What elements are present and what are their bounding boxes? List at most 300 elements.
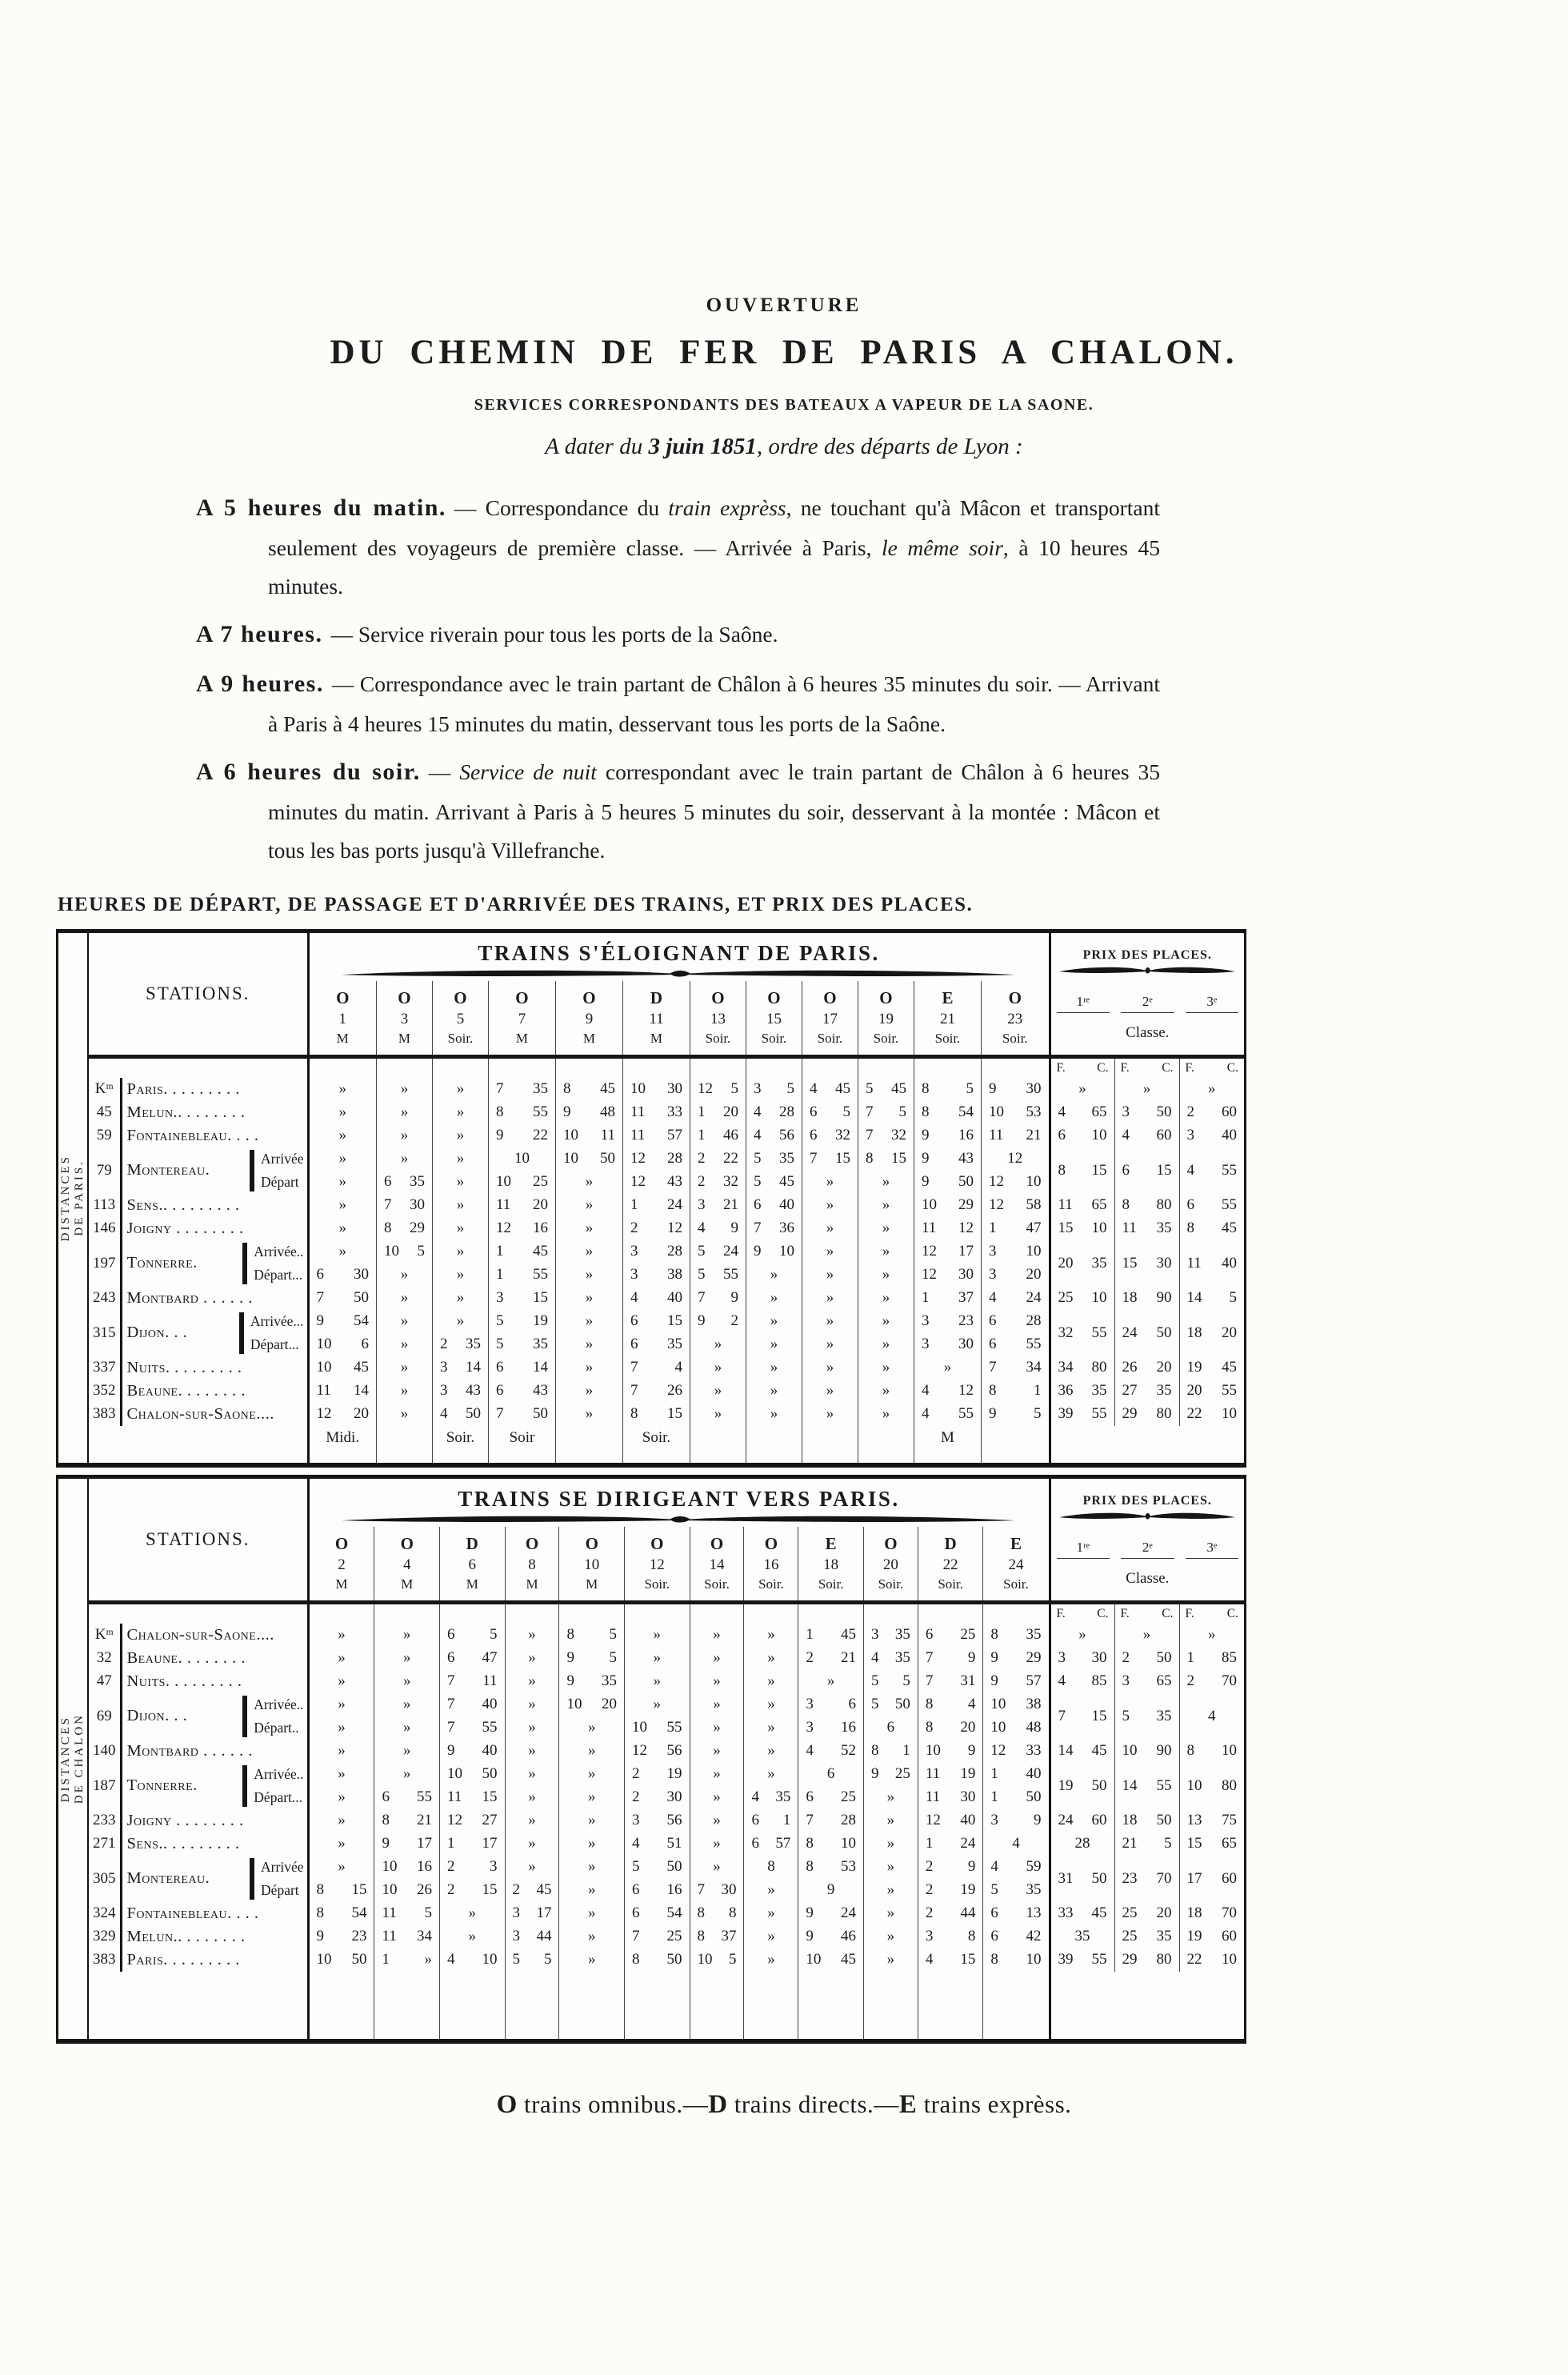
paragraph-text: le même soir [882, 535, 1003, 561]
station-cell [121, 1856, 308, 1902]
arrival-departure-label: Arrivée [261, 1150, 304, 1167]
time-cell: 9 50 [914, 1171, 981, 1194]
km-cell: 233 [89, 1809, 121, 1832]
time-cell: 10 11 [555, 1124, 622, 1147]
price-cell: 20 35 [1050, 1240, 1114, 1287]
paragraph [196, 751, 1161, 870]
train-column-header [559, 1527, 625, 1603]
legend-letter: E [898, 2089, 918, 2119]
time-cell: » [559, 1716, 625, 1740]
legend [0, 2090, 1568, 2120]
price-cell: 10 90 [1114, 1740, 1179, 1763]
train-period: Soir. [705, 1031, 731, 1047]
paragraph-lead: A 5 heures du matin. [196, 495, 446, 521]
time-cell: 7 35 [488, 1078, 555, 1101]
time-cell: » [746, 1403, 802, 1426]
time-cell: » [802, 1380, 858, 1403]
km-cell: 146 [89, 1217, 121, 1240]
time-cell: » [505, 1786, 559, 1809]
train-period: M [586, 1576, 598, 1592]
time-cell: 8 15 [316, 1881, 367, 1899]
train-period: Soir. [758, 1576, 784, 1592]
time-cell: » [374, 1693, 440, 1716]
time-cell: 8 45 [555, 1078, 622, 1101]
time-cell: 6 [798, 1763, 864, 1786]
train-column-header [983, 1527, 1050, 1603]
time-cell: » [744, 1693, 798, 1716]
price-cell: 21 5 [1114, 1832, 1179, 1856]
class-label: 3ᵉ [1186, 1540, 1239, 1559]
train-column-header [440, 1527, 506, 1603]
swash-ornament [338, 1514, 1018, 1524]
station-name: Montereau. [126, 1869, 210, 1888]
train-number: 15 [766, 1011, 782, 1028]
station-cell [121, 1740, 308, 1763]
price-cell: 26 20 [1114, 1356, 1179, 1380]
table-row [89, 1380, 1244, 1403]
train-type-letter: E [942, 988, 954, 1008]
train-number: 4 [402, 1556, 411, 1574]
time-cell: 2 9 [918, 1856, 983, 1879]
time-cell: » [505, 1647, 559, 1670]
time-cell: » [376, 1380, 432, 1403]
trains-leaving-paris [56, 929, 1246, 1468]
time-cell: » [858, 1194, 914, 1217]
time-cell: 8 54 [316, 1904, 367, 1922]
time-cell: 10 30 [622, 1078, 690, 1101]
price-cell: 11 35 [1114, 1217, 1179, 1240]
price-cell: 15 30 [1114, 1240, 1179, 1287]
subtitle: SERVICES CORRESPONDANTS DES BATEAUX A VAPEUR DE LA SAONE. [474, 396, 1094, 414]
time-cell: 10 5 [690, 1948, 744, 1972]
station-cell [121, 1240, 308, 1287]
train-column-header [308, 981, 376, 1057]
time-cell: 5 45 [858, 1078, 914, 1101]
stations-header: STATIONS. [89, 933, 308, 1057]
time-cell: 9 40 [440, 1740, 506, 1763]
footer-note: M [914, 1426, 981, 1463]
time-cell: » [338, 1742, 346, 1760]
time-cell: » [376, 1101, 432, 1124]
time-cell: 6 43 [488, 1380, 555, 1403]
time-cell: 5 35 [983, 1879, 1050, 1902]
footer-note [981, 1426, 1050, 1463]
side-label-line: DE CHALON [73, 1713, 86, 1804]
time-cell: » [559, 1786, 625, 1809]
time-cell: 6 25 [918, 1624, 983, 1647]
price-cell: 6 10 [1050, 1124, 1114, 1147]
time-cell: 7 50 [488, 1403, 555, 1426]
time-cell: » [432, 1194, 488, 1217]
time-cell: » [555, 1240, 622, 1264]
time-cell: » [555, 1333, 622, 1356]
time-cell: 12 43 [622, 1171, 690, 1194]
side-label-line: DISTANCES [58, 1154, 72, 1242]
stations-header: STATIONS. [89, 1479, 308, 1603]
price-cell: 4 [1179, 1693, 1244, 1740]
time-cell: 7 9 [690, 1287, 746, 1310]
train-type-letter: O [582, 988, 596, 1008]
time-cell: » [690, 1832, 744, 1856]
time-cell: » [802, 1264, 858, 1287]
time-cell: 12 40 [918, 1809, 983, 1832]
footer-note: Soir. [622, 1426, 690, 1463]
price-cell: 11 65 [1050, 1194, 1114, 1217]
class-header [1050, 1527, 1244, 1603]
train-column-header [374, 1527, 440, 1603]
train-type-letter: O [650, 1534, 664, 1554]
train-period: M [466, 1576, 478, 1592]
km-cell: 243 [89, 1287, 121, 1310]
time-cell: » [802, 1310, 858, 1333]
time-cell: » [744, 1624, 798, 1647]
time-cell: 10 45 [798, 1948, 864, 1972]
time-cell: » [376, 1264, 432, 1287]
time-cell: » [432, 1217, 488, 1240]
price-cell: 5 35 [1114, 1693, 1179, 1740]
train-type-letter: O [400, 1534, 414, 1554]
francs-centimes-header: F. C. [1050, 1602, 1114, 1624]
table-row [89, 1403, 1244, 1426]
time-cell: 4 59 [983, 1856, 1050, 1879]
train-period: M [582, 1031, 596, 1047]
train-period: M [335, 1576, 348, 1592]
time-cell: 8 37 [690, 1925, 744, 1948]
time-cell: 2 45 [505, 1879, 559, 1902]
price-cell: 27 35 [1114, 1380, 1179, 1403]
time-cell: » [744, 1925, 798, 1948]
price-cell: 22 10 [1179, 1403, 1244, 1426]
footer-note [555, 1426, 622, 1463]
class-header [1050, 981, 1244, 1057]
class-label: 2ᵉ [1121, 994, 1174, 1013]
table-title-text: TRAINS SE DIRIGEANT VERS PARIS. [458, 1487, 900, 1512]
time-cell: 4 40 [622, 1287, 690, 1310]
time-cell: » [338, 1788, 346, 1806]
station-cell [121, 1948, 308, 1972]
time-cell: 7 26 [622, 1380, 690, 1403]
train-number: 17 [822, 1011, 838, 1028]
time-cell: » [802, 1356, 858, 1380]
time-cell: » [863, 1832, 918, 1856]
time-cell: 9 57 [983, 1670, 1050, 1693]
time-cell: 7 30 [376, 1194, 432, 1217]
km-cell: Kᵐ [89, 1624, 121, 1647]
time-cell: 12 16 [488, 1217, 555, 1240]
time-cell: » [555, 1380, 622, 1403]
train-number: 19 [878, 1011, 894, 1028]
footer-note [559, 1972, 625, 2039]
footer-note [690, 1426, 746, 1463]
time-cell: 1 45 [798, 1624, 864, 1647]
station-name: Melun.. . . . . . . . [126, 1927, 246, 1945]
arrival-departure-label: Arrivée.. [254, 1765, 304, 1782]
intro-paragraphs [196, 487, 1160, 870]
station-name: Montereau. [126, 1161, 210, 1179]
train-number: 18 [823, 1556, 839, 1574]
train-period: Soir. [761, 1031, 787, 1047]
train-period: M [650, 1031, 663, 1047]
time-cell: » [690, 1380, 746, 1403]
time-cell: » [559, 1879, 625, 1902]
time-cell: » [802, 1194, 858, 1217]
train-column-header [914, 981, 981, 1057]
table-row [89, 1647, 1244, 1670]
train-number: 6 [468, 1556, 477, 1574]
station-cell [121, 1124, 308, 1147]
price-cell: » [1179, 1078, 1244, 1101]
table-row [89, 1925, 1244, 1948]
time-cell: 9 54 [316, 1312, 369, 1330]
price-cell: 6 15 [1114, 1147, 1179, 1194]
footer-note [505, 1972, 559, 2039]
time-cell: » [863, 1809, 918, 1832]
footer-note [918, 1972, 983, 2039]
station-cell [121, 1217, 308, 1240]
price-cell: » [1114, 1624, 1179, 1647]
price-cell: 1 85 [1179, 1647, 1244, 1670]
time-cell: » [863, 1786, 918, 1809]
station-cell [121, 1310, 308, 1356]
arrival-departure-label: Départ... [254, 1788, 303, 1805]
footer-note [863, 1972, 918, 2039]
station-cell [121, 1624, 308, 1647]
arrival-departure-label: Départ [261, 1881, 299, 1898]
time-cell: 7 30 [690, 1879, 744, 1902]
time-cell: » [338, 1080, 346, 1098]
km-cell: Kᵐ [89, 1078, 121, 1101]
francs-centimes-header: F. C. [1179, 1602, 1244, 1624]
time-cell: 11 12 [914, 1217, 981, 1240]
time-cell: » [440, 1925, 506, 1948]
time-cell: 9 17 [374, 1832, 440, 1856]
time-cell: » [376, 1147, 432, 1171]
train-column-header [746, 981, 802, 1057]
paragraph-lead: A 7 heures. [196, 620, 323, 647]
time-cell: » [374, 1670, 440, 1693]
swash-ornament [1058, 1511, 1236, 1521]
time-cell: » [374, 1647, 440, 1670]
time-cell: » [858, 1310, 914, 1333]
legend-text: trains omnibus. [517, 2089, 683, 2118]
price-cell: 8 45 [1179, 1217, 1244, 1240]
time-cell: » [744, 1879, 798, 1902]
time-cell: » [505, 1624, 559, 1647]
time-cell: » [559, 1809, 625, 1832]
page-title: DU CHEMIN DE FER DE PARIS A CHALON. [330, 334, 1238, 371]
time-cell: » [802, 1403, 858, 1426]
time-cell: 5 35 [488, 1333, 555, 1356]
time-cell: » [746, 1264, 802, 1287]
time-cell: » [744, 1902, 798, 1925]
time-cell: 6 40 [746, 1194, 802, 1217]
time-cell: 10 50 [440, 1763, 506, 1786]
train-column-header [858, 981, 914, 1057]
table-row [89, 1124, 1244, 1147]
station-name: Fontainebleau. . . . [126, 1904, 259, 1922]
classe-label: Classe. [1126, 1569, 1170, 1587]
time-cell: 11 30 [918, 1786, 983, 1809]
train-period: M [401, 1576, 414, 1592]
km-cell: 59 [89, 1124, 121, 1147]
time-cell: » [505, 1740, 559, 1763]
table-row [89, 1948, 1244, 1972]
paragraph-text: train exprèss [668, 495, 786, 520]
train-number: 7 [518, 1011, 526, 1028]
time-cell: » [863, 1902, 918, 1925]
time-cell: » [744, 1647, 798, 1670]
station-name: Sens.. . . . . . . . . [126, 1196, 240, 1214]
time-cell: 6 5 [802, 1101, 858, 1124]
inbound-timetable-container [0, 1475, 1568, 2044]
train-type-letter: O [711, 988, 725, 1008]
time-cell: 8 15 [858, 1147, 914, 1171]
price-cell: 15 10 [1050, 1217, 1114, 1240]
train-column-header [798, 1527, 864, 1603]
time-cell: 10 53 [981, 1101, 1050, 1124]
time-cell: 2 22 [690, 1147, 746, 1171]
time-cell: 6 32 [802, 1124, 858, 1147]
time-cell: » [690, 1693, 744, 1716]
time-cell: 4 10 [440, 1948, 506, 1972]
time-cell: » [802, 1333, 858, 1356]
time-cell: » [555, 1264, 622, 1287]
time-cell: » [802, 1217, 858, 1240]
time-cell: 6 57 [744, 1832, 798, 1856]
station-name: Dijon. . . [126, 1707, 188, 1725]
time-cell: 9 2 [690, 1310, 746, 1333]
table-row [89, 1147, 1244, 1171]
station-brace [250, 1150, 254, 1192]
km-cell: 113 [89, 1194, 121, 1217]
station-brace [250, 1858, 254, 1900]
time-cell: » [505, 1809, 559, 1832]
train-column-header [690, 1527, 744, 1603]
table-row [89, 1101, 1244, 1124]
train-number: 20 [882, 1556, 898, 1574]
time-cell: 4 12 [914, 1380, 981, 1403]
km-cell: 352 [89, 1380, 121, 1403]
table-row [89, 1624, 1244, 1647]
footer-note [746, 1426, 802, 1463]
price-cell: 8 15 [1050, 1147, 1114, 1194]
time-cell: » [690, 1740, 744, 1763]
price-cell: 14 55 [1114, 1763, 1179, 1809]
time-cell: 10 55 [625, 1716, 690, 1740]
time-cell: » [338, 1127, 346, 1144]
time-cell: 8 1 [863, 1740, 918, 1763]
train-column-header [505, 1527, 559, 1603]
price-cell: 25 35 [1114, 1925, 1179, 1948]
time-cell: 10 45 [316, 1359, 369, 1376]
time-cell: 8 1 [981, 1380, 1050, 1403]
time-cell: 6 [863, 1716, 918, 1740]
price-cell: 4 60 [1114, 1124, 1179, 1147]
time-cell: 4 45 [802, 1078, 858, 1101]
time-cell: 10 38 [983, 1693, 1050, 1716]
time-cell: » [744, 1763, 798, 1786]
time-cell: 7 32 [858, 1124, 914, 1147]
station-cell [121, 1356, 308, 1380]
time-cell: » [914, 1356, 981, 1380]
time-cell: 10 25 [488, 1171, 555, 1194]
time-cell: 9 5 [981, 1403, 1050, 1426]
train-number: 22 [942, 1556, 958, 1574]
time-cell: » [746, 1310, 802, 1333]
train-column-header [744, 1527, 798, 1603]
time-cell: » [798, 1670, 864, 1693]
time-cell: » [744, 1740, 798, 1763]
station-name: Tonnerre. [126, 1254, 198, 1272]
time-cell: 6 30 [316, 1266, 369, 1284]
time-cell: » [505, 1693, 559, 1716]
time-cell: 4 55 [914, 1403, 981, 1426]
table-row [89, 1809, 1244, 1832]
table-row [89, 1078, 1244, 1101]
train-column-header [802, 981, 858, 1057]
time-cell: 11 34 [374, 1925, 440, 1948]
time-cell: 8 20 [918, 1716, 983, 1740]
table-row [89, 1832, 1244, 1856]
train-column-header [622, 981, 690, 1057]
paragraph [196, 663, 1160, 743]
station-name: Joigny . . . . . . . . [126, 1811, 244, 1829]
train-type-letter: O [879, 988, 893, 1008]
train-column-header [863, 1527, 918, 1603]
price-cell: 2 50 [1114, 1647, 1179, 1670]
table-title [308, 933, 1050, 981]
price-cell: 14 45 [1050, 1740, 1114, 1763]
time-cell: » [559, 1948, 625, 1972]
table-row [89, 1856, 1244, 1879]
time-cell: » [376, 1356, 432, 1380]
time-cell: 5 50 [625, 1856, 690, 1879]
time-cell: » [625, 1647, 690, 1670]
train-number: 5 [456, 1011, 465, 1028]
train-period: Soir. [644, 1576, 670, 1592]
km-cell: 383 [89, 1403, 121, 1426]
price-cell: 18 70 [1179, 1902, 1244, 1925]
station-brace [242, 1696, 247, 1737]
time-cell: 7 40 [440, 1693, 506, 1716]
time-cell: » [338, 1103, 346, 1121]
time-cell: 9 48 [555, 1101, 622, 1124]
price-title-text: PRIX DES PLACES. [1082, 1493, 1212, 1508]
time-cell: 4 28 [746, 1101, 802, 1124]
time-cell: 3 56 [625, 1809, 690, 1832]
price-cell: 19 50 [1050, 1763, 1114, 1809]
time-cell: 2 19 [625, 1763, 690, 1786]
price-cell: 29 80 [1114, 1403, 1179, 1426]
time-cell: » [338, 1173, 346, 1191]
time-cell: 11 20 [488, 1194, 555, 1217]
time-cell: » [440, 1902, 506, 1925]
dateline-pre: A dater du [545, 434, 649, 459]
station-cell [121, 1147, 308, 1194]
time-cell: 4 52 [798, 1740, 864, 1763]
time-cell: » [690, 1856, 744, 1879]
price-cell: 15 65 [1179, 1832, 1244, 1856]
time-cell: 12 10 [981, 1171, 1050, 1194]
station-name: Paris. . . . . . . . . [126, 1950, 240, 1968]
time-cell: 10 50 [555, 1147, 622, 1171]
time-cell: » [559, 1856, 625, 1879]
train-column-header [555, 981, 622, 1057]
time-cell: » [690, 1333, 746, 1356]
paragraph-text: — Correspondance du [454, 495, 669, 520]
time-cell: 7 55 [440, 1716, 506, 1740]
legend-text: trains directs. [727, 2089, 874, 2118]
